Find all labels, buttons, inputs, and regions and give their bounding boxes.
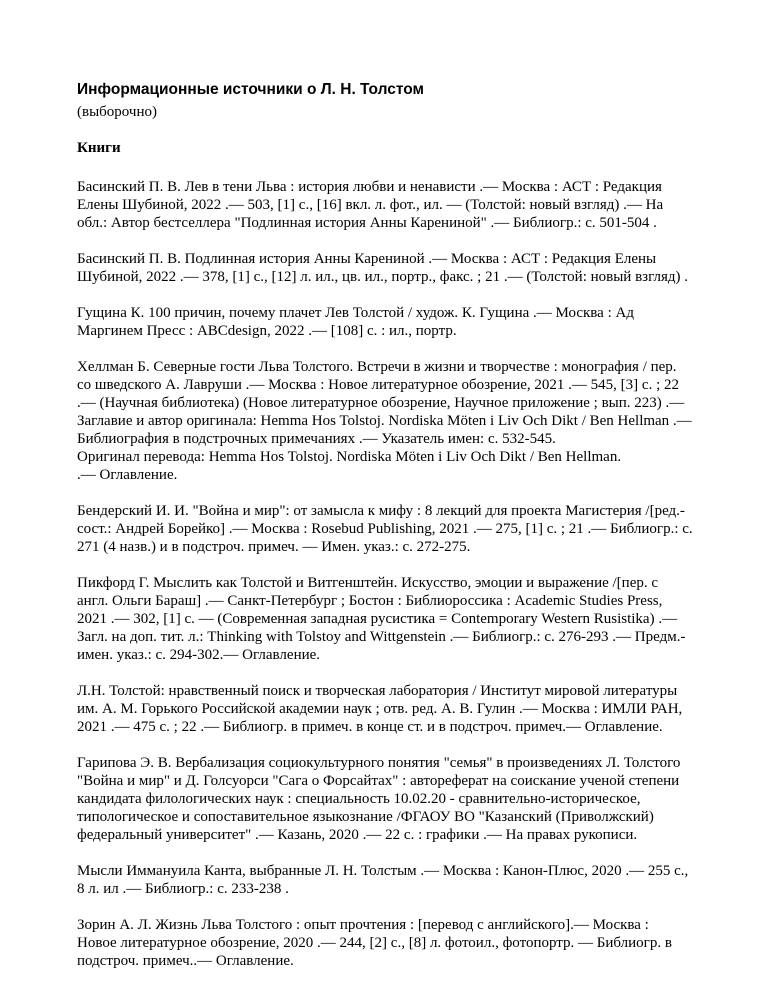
entry-line: .— (Научная библиотека) (Новое литературное обозрение, Научное приложение ; вып. 223) .— — [77, 395, 685, 411]
entry-line: Зорин А. Л. Жизнь Льва Толстого : опыт прочтения : [перевод с английского].— Москва : — [77, 917, 649, 933]
entry-line: "Война и мир" и Д. Голсуорси "Сага о Форсайтах" : автореферат на соискание ученой степени — [77, 773, 680, 789]
bibliography-entry — [77, 916, 717, 970]
bibliography-entry — [77, 250, 717, 286]
entry-line: 2021 .— 475 с. ; 22 .— Библиогр. в примеч. в конце ст. и в подстроч. примеч.— Оглавление. — [77, 719, 663, 735]
bibliography-entry — [77, 178, 717, 232]
entry-line: Оригинал перевода: Hemma Hos Tolstoj. Nordiska Möten i Liv Och Dikt / Ben Hellman. — [77, 449, 622, 465]
bibliography-list — [77, 178, 717, 970]
entry-line: 2021 .— 302, [1] с. — (Современная западная русистика = Contemporary Western Rusistika) .— — [77, 611, 678, 627]
entry-line: Хеллман Б. Северные гости Льва Толстого. Встречи в жизни и творчестве : монография / пер. — [77, 359, 677, 375]
entry-line: Елены Шубиной, 2022 .— 503, [1] с., [16] вкл. л. фот., ил. — (Толстой: новый взгляд) .— На — [77, 197, 664, 213]
entry-line: подстроч. примеч..— Оглавление. — [77, 953, 294, 969]
entry-line: типологическое и сопоставительное языкознание /ФГАОУ ВО "Казанский (Приволжский) — [77, 809, 654, 825]
bibliography-entry — [77, 358, 717, 484]
page-subtitle: (выборочно) — [77, 104, 157, 120]
entry-line: Заглавие и автор оригинала: Hemma Hos Tolstoj. Nordiska Möten i Liv Och Dikt / Ben Hellman .— — [77, 413, 692, 429]
bibliography-entry — [77, 574, 717, 664]
entry-line: англ. Ольги Бараш] .— Санкт-Петербург ; Бостон : Библиороссика : Academic Studies Press, — [77, 593, 663, 609]
entry-line: Шубиной, 2022 .— 378, [1] с., [12] л. ил., цв. ил., портр., факс. ; 21 .— (Толстой: новый взгляд) . — [77, 269, 688, 285]
page-title: Информационные источники о Л. Н. Толстом — [77, 81, 425, 98]
entry-line: Маргинем Пресс : ABCdesign, 2022 .— [108] с. : ил., портр. — [77, 323, 457, 339]
entry-line: .— Оглавление. — [77, 467, 178, 483]
entry-line: сост.: Андрей Борейко] .— Москва : Rosebud Publishing, 2021 .— 275, [1] с. ; 21 .— Библиогр.: с. — [77, 521, 693, 537]
bibliography-entry — [77, 502, 717, 556]
bibliography-entry — [77, 304, 717, 340]
entry-line: Библиография в подстрочных примечаниях .— Указатель имен: с. 532-545. — [77, 431, 556, 447]
section-heading-books: Книги — [77, 140, 121, 156]
entry-line: Мысли Иммануила Канта, выбранные Л. Н. Толстым .— Москва : Канон-Плюс, 2020 .— 255 с., — [77, 863, 689, 879]
bibliography-entry — [77, 754, 717, 844]
entry-line: Басинский П. В. Лев в тени Льва : история любви и ненависти .— Москва : АСТ : Редакция — [77, 179, 662, 195]
entry-line: федеральный университет" .— Казань, 2020 .— 22 с. : графики .— На правах рукописи. — [77, 827, 638, 843]
entry-line: Басинский П. В. Подлинная история Анны Карениной .— Москва : АСТ : Редакция Елены — [77, 251, 657, 267]
entry-line: Новое литературное обозрение, 2020 .— 244, [2] с., [8] л. фотоил., фотопортр. — Библиогр. в — [77, 935, 672, 951]
entry-line: со шведского А. Лавруши .— Москва : Новое литературное обозрение, 2021 .— 545, [3] с. ; 22 — [77, 377, 679, 393]
entry-line: Л.Н. Толстой: нравственный поиск и творческая лаборатория / Институт мировой литературы — [77, 683, 678, 699]
bibliography-entry — [77, 862, 717, 898]
entry-line: Гущина К. 100 причин, почему плачет Лев Толстой / худож. К. Гущина .— Москва : Ад — [77, 305, 634, 321]
entry-line: Загл. на доп. тит. л.: Thinking with Tolstoy and Wittgenstein .— Библиогр.: с. 276-293 .— Предм.- — [77, 629, 686, 645]
entry-line: 271 (4 назв.) и в подстроч. примеч. — Имен. указ.: с. 272-275. — [77, 539, 471, 555]
entry-line: имен. указ.: с. 294-302.— Оглавление. — [77, 647, 321, 663]
entry-line: кандидата филологических наук : специальность 10.02.20 - сравнительно-историческое, — [77, 791, 641, 807]
entry-line: 8 л. ил .— Библиогр.: с. 233-238 . — [77, 881, 289, 897]
bibliography-entry — [77, 682, 717, 736]
entry-line: Пикфорд Г. Мыслить как Толстой и Витгенштейн. Искусство, эмоции и выражение /[пер. с — [77, 575, 659, 591]
entry-line: обл.: Автор бестселлера "Подлинная история Анны Карениной" .— Библиогр.: с. 501-504 . — [77, 215, 657, 231]
entry-line: им. А. М. Горького Российской академии наук ; отв. ред. А. В. Гулин .— Москва : ИМЛИ РАН, — [77, 701, 683, 717]
entry-line: Бендерский И. И. "Война и мир": от замысла к мифу : 8 лекций для проекта Магистерия /[ред.- — [77, 503, 685, 519]
entry-line: Гарипова Э. В. Вербализация социокультурного понятия "семья" в произведениях Л. Толстого — [77, 755, 681, 771]
document-page — [77, 80, 717, 988]
